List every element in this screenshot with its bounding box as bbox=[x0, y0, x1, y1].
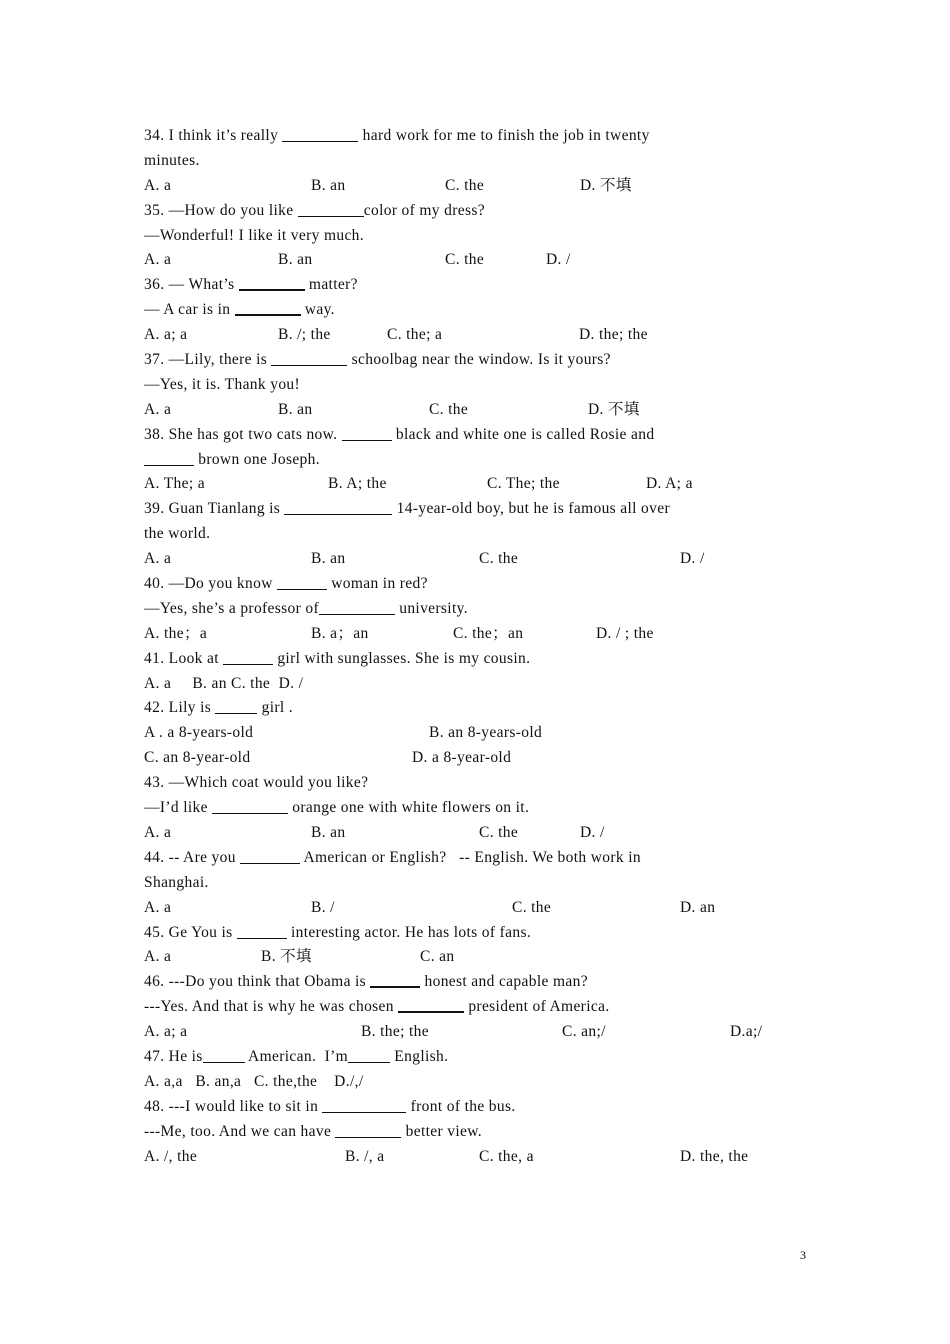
question-text: 44. -- Are you bbox=[144, 848, 241, 866]
option-b: B. an bbox=[278, 400, 313, 418]
option-b: B. /, a bbox=[345, 1147, 385, 1165]
question-38-cont bbox=[144, 448, 808, 473]
option-b: B. /; the bbox=[278, 326, 331, 344]
question-text: girl . bbox=[257, 699, 293, 717]
question-text: way. bbox=[300, 301, 335, 319]
option-a: A. a bbox=[144, 251, 172, 269]
option-d: D. / bbox=[680, 550, 705, 568]
option-a: A. /, the bbox=[144, 1147, 198, 1165]
options-40 bbox=[144, 622, 808, 647]
question-41 bbox=[144, 647, 808, 672]
answer-blank bbox=[322, 1097, 406, 1113]
option-d: D. an bbox=[680, 898, 716, 916]
exercise-list bbox=[144, 124, 808, 1169]
question-text: interesting actor. He has lots of fans. bbox=[286, 923, 532, 941]
option-d: D. 不填 bbox=[580, 176, 632, 194]
answer-blank bbox=[215, 698, 257, 714]
answer-blank bbox=[284, 499, 392, 515]
question-45 bbox=[144, 921, 808, 946]
question-text: hard work for me to finish the job in twenty bbox=[358, 127, 650, 144]
answer-blank bbox=[277, 574, 327, 590]
question-46 bbox=[144, 970, 808, 995]
option-b: B. an bbox=[311, 823, 346, 841]
option-a: A. a bbox=[144, 948, 172, 966]
option-a: A. a; a bbox=[144, 1023, 188, 1041]
option-c: C. an bbox=[420, 948, 455, 966]
question-text: color of my dress? bbox=[363, 201, 485, 219]
option-c: C. an;/ bbox=[562, 1023, 606, 1041]
answer-blank bbox=[282, 126, 358, 142]
question-40-cont bbox=[144, 597, 808, 622]
page-number: 3 bbox=[800, 1248, 806, 1262]
options-39 bbox=[144, 547, 808, 572]
option-d: D. a 8-year-old bbox=[412, 749, 512, 767]
option-b: B. an bbox=[278, 251, 313, 269]
option-c: C. the, a bbox=[479, 1147, 534, 1165]
option-c: C. The; the bbox=[487, 475, 560, 493]
answer-blank bbox=[271, 350, 347, 366]
question-text: American or English? -- English. We both work in bbox=[300, 848, 641, 866]
question-48 bbox=[144, 1095, 808, 1120]
question-text: 36. — What’s bbox=[144, 276, 239, 294]
question-35-cont: —Wonderful! I like it very much. bbox=[144, 226, 365, 244]
question-34 bbox=[144, 124, 808, 149]
answer-blank bbox=[335, 1122, 401, 1138]
question-36 bbox=[144, 273, 808, 298]
question-text: 42. Lily is bbox=[144, 699, 216, 717]
option-a: A. a bbox=[144, 400, 172, 418]
option-b: B. the; the bbox=[361, 1023, 429, 1041]
question-35 bbox=[144, 199, 808, 224]
question-39 bbox=[144, 497, 808, 522]
question-44-cont: Shanghai. bbox=[144, 873, 209, 891]
options-38 bbox=[144, 472, 808, 497]
question-text: matter? bbox=[304, 276, 358, 294]
question-text: 38. She has got two cats now. bbox=[144, 425, 342, 443]
question-text: 46. ---Do you think that Obama is bbox=[144, 973, 371, 991]
question-40 bbox=[144, 572, 808, 597]
options-43 bbox=[144, 821, 808, 846]
question-text: woman in red? bbox=[326, 575, 428, 593]
option-c: C. the bbox=[479, 823, 519, 841]
question-text: 37. —Lily, there is bbox=[144, 351, 272, 369]
question-34-cont: minutes. bbox=[144, 151, 200, 169]
question-text: American. I’m bbox=[244, 1047, 349, 1065]
options-48 bbox=[144, 1145, 808, 1170]
question-text: girl with sunglasses. She is my cousin. bbox=[273, 649, 531, 667]
question-text: university. bbox=[395, 599, 468, 617]
answer-blank bbox=[370, 971, 420, 988]
answer-blank bbox=[348, 1047, 390, 1063]
option-d: D. 不填 bbox=[588, 400, 640, 418]
answer-blank bbox=[298, 201, 364, 217]
question-37-cont: —Yes, it is. Thank you! bbox=[144, 375, 301, 393]
option-b: B. 不填 bbox=[261, 948, 312, 966]
question-text: — A car is in bbox=[144, 301, 235, 319]
answer-blank bbox=[223, 649, 273, 665]
options-36 bbox=[144, 323, 808, 348]
question-text: front of the bus. bbox=[406, 1097, 516, 1115]
option-c: C. the bbox=[479, 550, 519, 568]
question-44 bbox=[144, 846, 808, 871]
question-text: —I’d like bbox=[144, 799, 213, 817]
question-text: 48. ---I would like to sit in bbox=[144, 1097, 323, 1115]
option-c: C. the bbox=[445, 176, 485, 194]
options-46 bbox=[144, 1020, 808, 1045]
option-c: C. an 8-year-old bbox=[144, 749, 251, 767]
question-text: 35. —How do you like bbox=[144, 201, 298, 219]
question-text: orange one with white flowers on it. bbox=[288, 799, 530, 817]
answer-blank bbox=[144, 450, 194, 466]
option-d: D. the, the bbox=[680, 1147, 749, 1165]
options-34 bbox=[144, 174, 808, 199]
options-41: A. a B. an C. the D. / bbox=[144, 674, 304, 692]
option-d: D. / bbox=[546, 251, 571, 269]
option-c: C. the bbox=[445, 251, 485, 269]
question-text: 45. Ge You is bbox=[144, 923, 237, 941]
answer-blank bbox=[203, 1047, 245, 1063]
answer-blank bbox=[237, 923, 287, 939]
options-44 bbox=[144, 896, 808, 921]
question-text: 41. Look at bbox=[144, 649, 224, 667]
options-35 bbox=[144, 248, 808, 273]
option-c: C. the；an bbox=[453, 624, 524, 642]
option-a: A. a; a bbox=[144, 326, 188, 344]
question-text: 40. —Do you know bbox=[144, 575, 277, 593]
question-43-cont bbox=[144, 796, 808, 821]
option-c: C. the bbox=[429, 400, 469, 418]
option-b: B. a；an bbox=[311, 624, 369, 642]
option-d: D.a;/ bbox=[730, 1023, 763, 1041]
question-39-cont: the world. bbox=[144, 525, 211, 543]
question-47 bbox=[144, 1045, 808, 1070]
answer-blank bbox=[342, 425, 392, 441]
option-d: D. the; the bbox=[579, 326, 648, 344]
option-b: B. A; the bbox=[328, 475, 387, 493]
question-37 bbox=[144, 348, 808, 373]
question-text: —Yes, she’s a professor of bbox=[144, 599, 319, 617]
option-a: A. a bbox=[144, 550, 172, 568]
question-text: president of America. bbox=[464, 998, 610, 1016]
options-42-row2 bbox=[144, 746, 808, 771]
question-text: ---Me, too. And we can have bbox=[144, 1122, 336, 1140]
option-a: A. a bbox=[144, 898, 172, 916]
question-text: ---Yes. And that is why he was chosen bbox=[144, 998, 399, 1016]
question-text: 14-year-old boy, but he is famous all over bbox=[392, 500, 671, 518]
answer-blank bbox=[239, 274, 305, 291]
option-a: A. The; a bbox=[144, 475, 205, 493]
answer-blank bbox=[240, 848, 300, 864]
option-b: B. an bbox=[311, 176, 346, 194]
options-42-row1 bbox=[144, 721, 808, 746]
question-text: schoolbag near the window. Is it yours? bbox=[347, 351, 611, 369]
question-38 bbox=[144, 423, 808, 448]
question-46-cont bbox=[144, 995, 808, 1020]
option-a: A. a bbox=[144, 823, 172, 841]
option-d: D. A; a bbox=[646, 475, 693, 493]
answer-blank bbox=[235, 299, 301, 316]
options-45 bbox=[144, 945, 808, 970]
question-text: honest and capable man? bbox=[420, 973, 588, 991]
option-a: A. the；a bbox=[144, 624, 208, 642]
question-text: brown one Joseph. bbox=[194, 450, 320, 468]
option-d: D. / ; the bbox=[596, 624, 654, 642]
option-b: B. an 8-years-old bbox=[429, 724, 543, 742]
question-text: better view. bbox=[401, 1122, 483, 1140]
question-text: 34. I think it’s really bbox=[144, 127, 283, 144]
answer-blank bbox=[212, 798, 288, 814]
question-42 bbox=[144, 696, 808, 721]
answer-blank bbox=[319, 599, 395, 615]
question-36-cont bbox=[144, 298, 808, 323]
question-43: 43. —Which coat would you like? bbox=[144, 774, 369, 792]
question-text: 47. He is bbox=[144, 1047, 203, 1065]
option-b: B. / bbox=[311, 898, 335, 916]
options-47: A. a,a B. an,a C. the,the D./,/ bbox=[144, 1072, 364, 1090]
question-text: black and white one is called Rosie and bbox=[391, 425, 655, 443]
option-b: B. an bbox=[311, 550, 346, 568]
options-37 bbox=[144, 398, 808, 423]
question-text: English. bbox=[390, 1047, 449, 1065]
option-c: C. the; a bbox=[387, 326, 443, 344]
option-c: C. the bbox=[512, 898, 552, 916]
option-a: A. a bbox=[144, 176, 172, 194]
question-text: 39. Guan Tianlang is bbox=[144, 500, 285, 518]
answer-blank bbox=[398, 996, 464, 1013]
option-a: A . a 8-years-old bbox=[144, 724, 254, 742]
question-48-cont bbox=[144, 1120, 808, 1145]
option-d: D. / bbox=[580, 823, 605, 841]
